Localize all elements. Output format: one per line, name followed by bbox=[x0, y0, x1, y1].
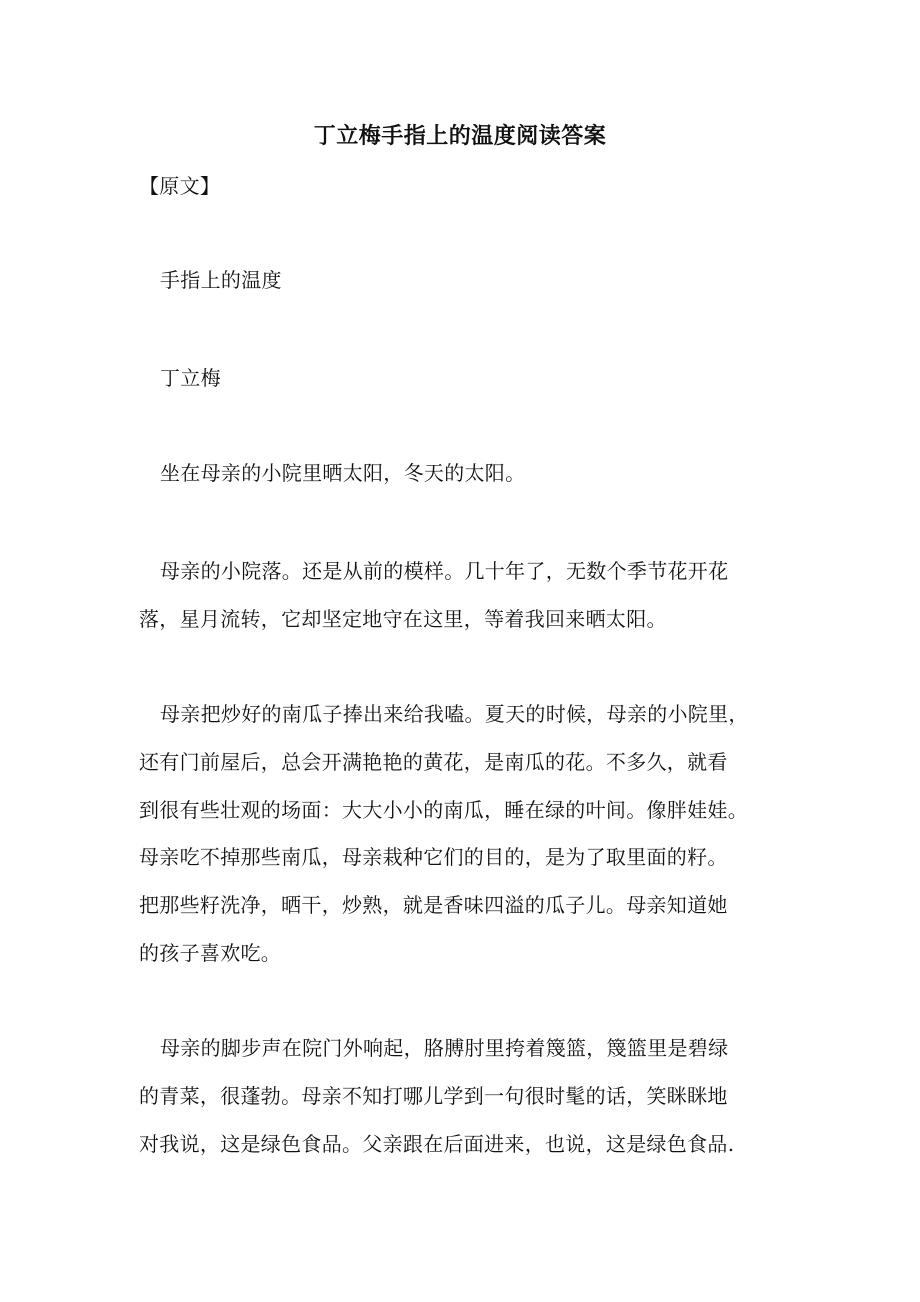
paragraph-3-line-3: 到很有些壮观的场面：大大小小的南瓜，睡在绿的叶间。像胖娃娃。 bbox=[139, 798, 748, 822]
paragraph-2-line-1: 母亲的小院落。还是从前的模样。几十年了，无数个季节花开花 bbox=[160, 559, 729, 583]
paragraph-3-line-6: 的孩子喜欢吃。 bbox=[139, 941, 282, 965]
story-title: 手指上的温度 bbox=[160, 268, 282, 292]
paragraph-3-line-2: 还有门前屋后，总会开满艳艳的黄花，是南瓜的花。不多久，就看 bbox=[139, 750, 728, 774]
document-title: 丁立梅手指上的温度阅读答案 bbox=[313, 123, 607, 149]
section-label: 【原文】 bbox=[139, 174, 221, 198]
paragraph-4-line-3: 对我说，这是绿色食品。父亲跟在后面进来，也说，这是绿色食品. bbox=[139, 1132, 735, 1156]
author-name: 丁立梅 bbox=[160, 366, 221, 390]
paragraph-2-line-2: 落，星月流转，它却坚定地守在这里，等着我回来晒太阳。 bbox=[139, 607, 667, 631]
paragraph-4-line-2: 的青菜，很蓬勃。母亲不知打哪儿学到一句很时髦的话，笑眯眯地 bbox=[139, 1084, 728, 1108]
paragraph-3-line-1: 母亲把炒好的南瓜子捧出来给我嗑。夏天的时候，母亲的小院里， bbox=[160, 702, 749, 726]
paragraph-1-line-1: 坐在母亲的小院里晒太阳，冬天的太阳。 bbox=[160, 461, 526, 485]
paragraph-3-line-4: 母亲吃不掉那些南瓜，母亲栽种它们的目的，是为了取里面的籽。 bbox=[139, 845, 728, 869]
paragraph-3-line-5: 把那些籽洗净，晒干，炒熟，就是香味四溢的瓜子儿。母亲知道她 bbox=[139, 893, 728, 917]
paragraph-4-line-1: 母亲的脚步声在院门外响起，胳膊肘里挎着篾篮，篾篮里是碧绿 bbox=[160, 1036, 729, 1060]
